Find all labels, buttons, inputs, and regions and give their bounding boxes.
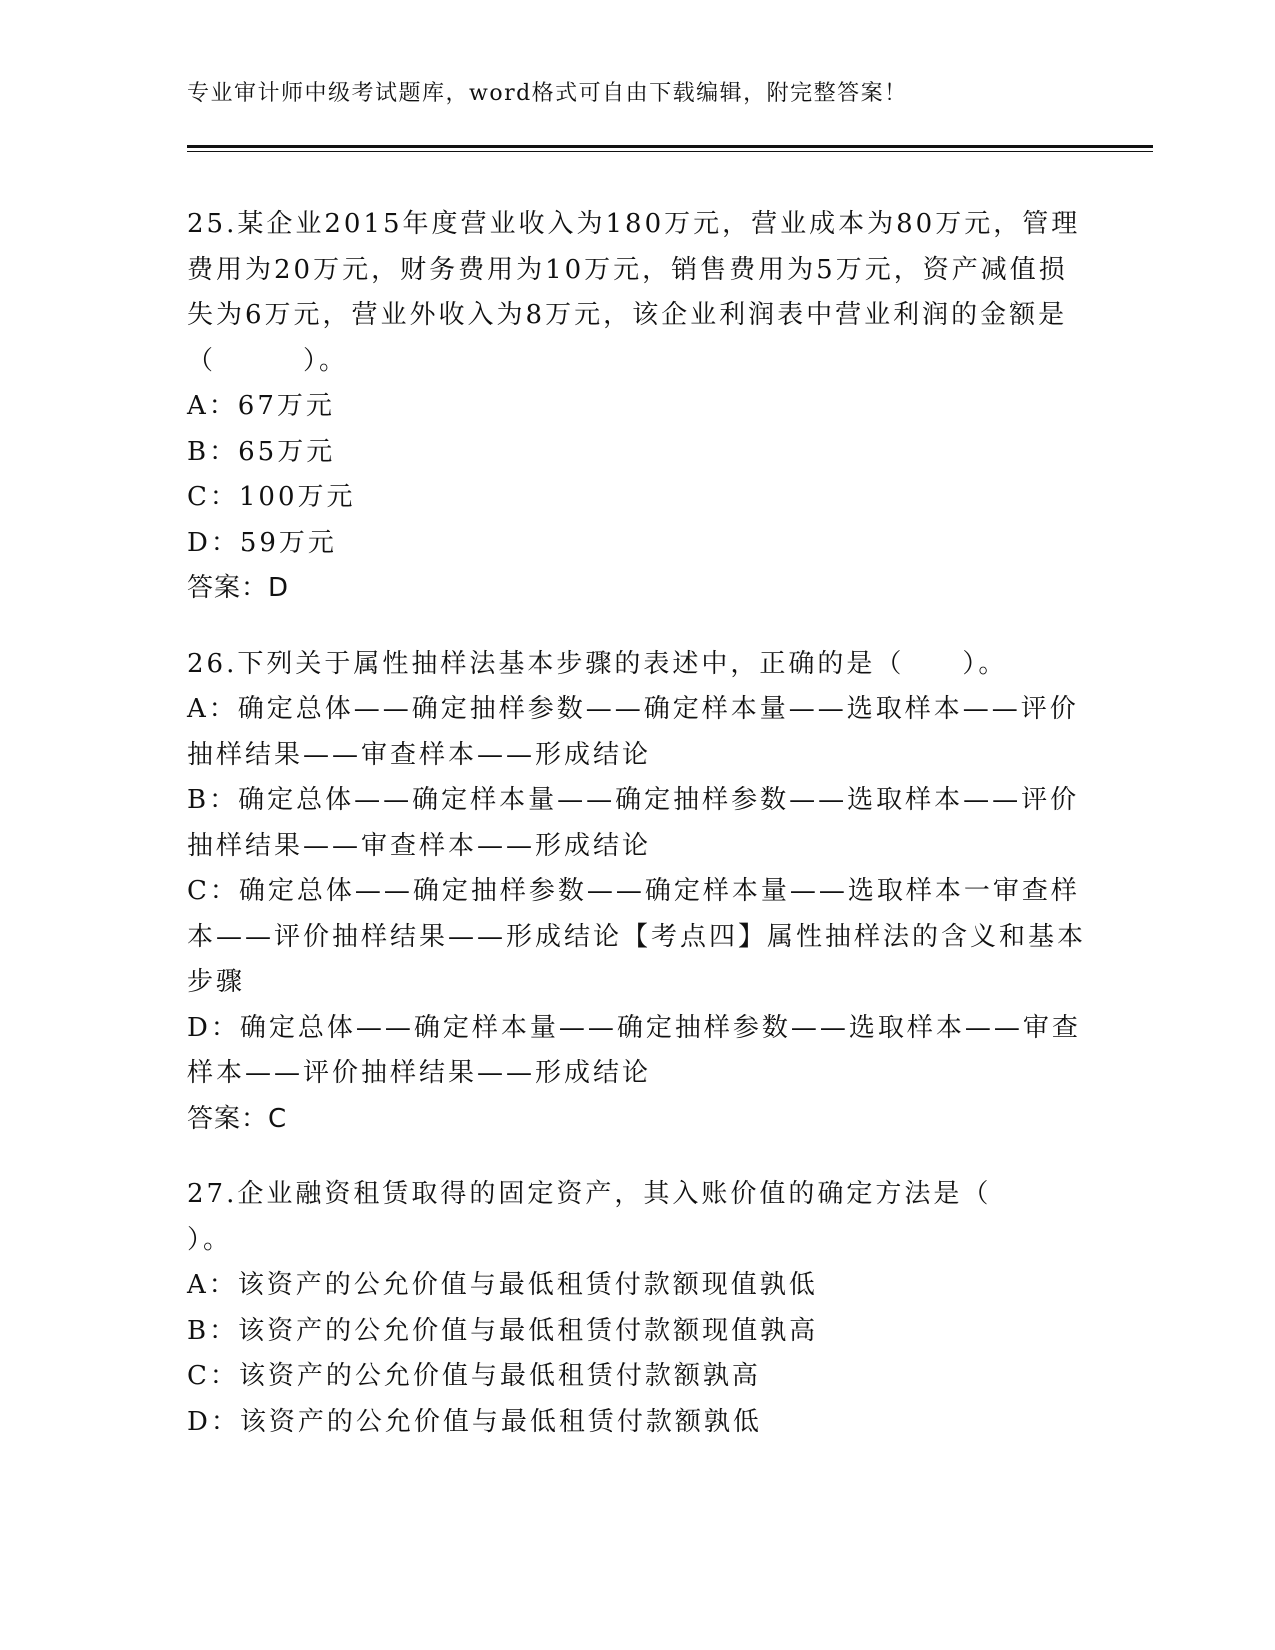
option-b: B：该资产的公允价值与最低租赁付款额现值孰高 [187,1315,819,1346]
question-text: 26.下列关于属性抽样法基本步骤的表述中，正确的是（ ）。 [187,648,1008,679]
option-c: C：确定总体——确定抽样参数——确定样本量——选取样本一审查样本——评价抽样结果——形成结论【考点四】属性抽样法的含义和基本步骤 [187,876,1087,997]
question-26 [187,642,1087,1143]
question-text: 25.某企业2015年度营业收入为180万元，营业成本为80万元，管理费用为20万元，财务费用为10万元，销售费用为5万元，资产减值损失为6万元，营业外收入为8万元，该企业利润表中营业利润的金额是（ ）。 [187,209,1081,376]
option-d: D：59万元 [187,527,337,558]
header-divider-thin [187,151,1153,152]
question-25 [187,202,1087,612]
header-divider-thick [187,145,1153,148]
option-d: D：确定总体——确定样本量——确定抽样参数——选取样本——审查样本——评价抽样结果——形成结论 [187,1012,1081,1088]
question-27 [187,1172,1087,1445]
option-d: D：该资产的公允价值与最低租赁付款额孰低 [187,1406,762,1437]
answer-label: 答案：D [187,573,290,603]
page-header: 专业审计师中级考试题库，word格式可自由下载编辑，附完整答案！ [187,81,908,106]
option-a: A：确定总体——确定抽样参数——确定样本量——选取样本——评价抽样结果——审查样本——形成结论 [187,694,1079,770]
option-c: C：100万元 [187,482,356,512]
option-b: B：65万元 [187,436,336,467]
option-c: C：该资产的公允价值与最低租赁付款额孰高 [187,1361,761,1391]
option-b: B：确定总体——确定样本量——确定抽样参数——选取样本——评价抽样结果——审查样本——形成结论 [187,785,1080,861]
answer-label: 答案：C [187,1103,288,1134]
question-text: 27.企业融资租赁取得的固定资产，其入账价值的确定方法是（ ）。 [187,1179,1050,1255]
option-a: A：该资产的公允价值与最低租赁付款额现值孰低 [187,1270,818,1300]
question-list [187,202,1087,1475]
option-a: A：67万元 [187,391,335,421]
